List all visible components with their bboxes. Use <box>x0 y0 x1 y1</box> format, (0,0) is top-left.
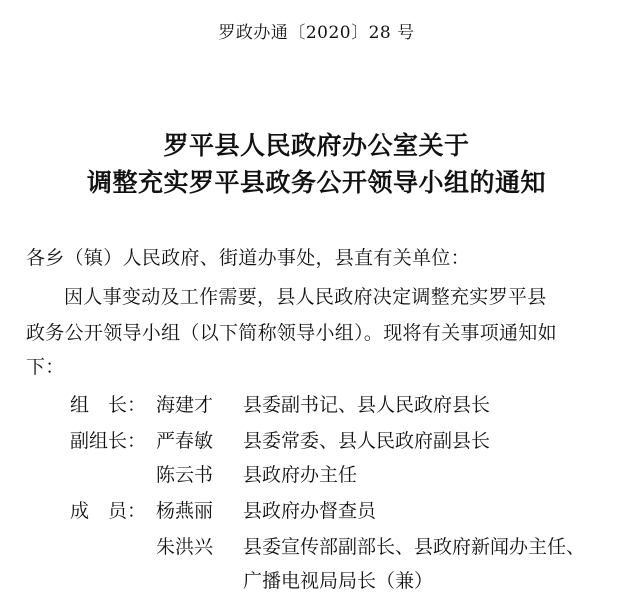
member-name: 海建才 <box>156 394 214 416</box>
member-role: 组 长： <box>70 394 147 416</box>
paragraph-line: 政务公开领导小组（以下简称领导小组）。现将有关事项通知如 <box>26 322 557 344</box>
member-position: 县委副书记、县人民政府县长 <box>243 394 491 416</box>
member-position: 县委宣传部副部长、县政府新闻办主任、 <box>243 536 586 558</box>
member-position: 广播电视局局长（兼） <box>243 570 434 592</box>
member-role: 副组长： <box>70 430 147 452</box>
member-position: 县委常委、县人民政府副县长 <box>243 430 491 452</box>
paragraph-line: 因人事变动及工作需要，县人民政府决定调整充实罗平县 <box>64 286 547 308</box>
salutation: 各乡（镇）人民政府、街道办事处，县直有关单位： <box>26 247 470 269</box>
paragraph-line: 下： <box>26 356 65 378</box>
document-title-line-1: 罗平县人民政府办公室关于 <box>163 131 470 160</box>
member-name: 杨燕丽 <box>156 500 214 522</box>
member-name: 陈云书 <box>156 464 214 486</box>
member-name: 严春敏 <box>156 430 214 452</box>
member-name: 朱洪兴 <box>156 536 214 558</box>
member-role: 成 员： <box>70 500 147 522</box>
member-position: 县政府办主任 <box>243 464 358 486</box>
document-title-line-2: 调整充实罗平县政务公开领导小组的通知 <box>86 168 546 197</box>
member-position: 县政府办督查员 <box>243 500 377 522</box>
document-number: 罗政办通〔2020〕28 号 <box>218 23 415 43</box>
